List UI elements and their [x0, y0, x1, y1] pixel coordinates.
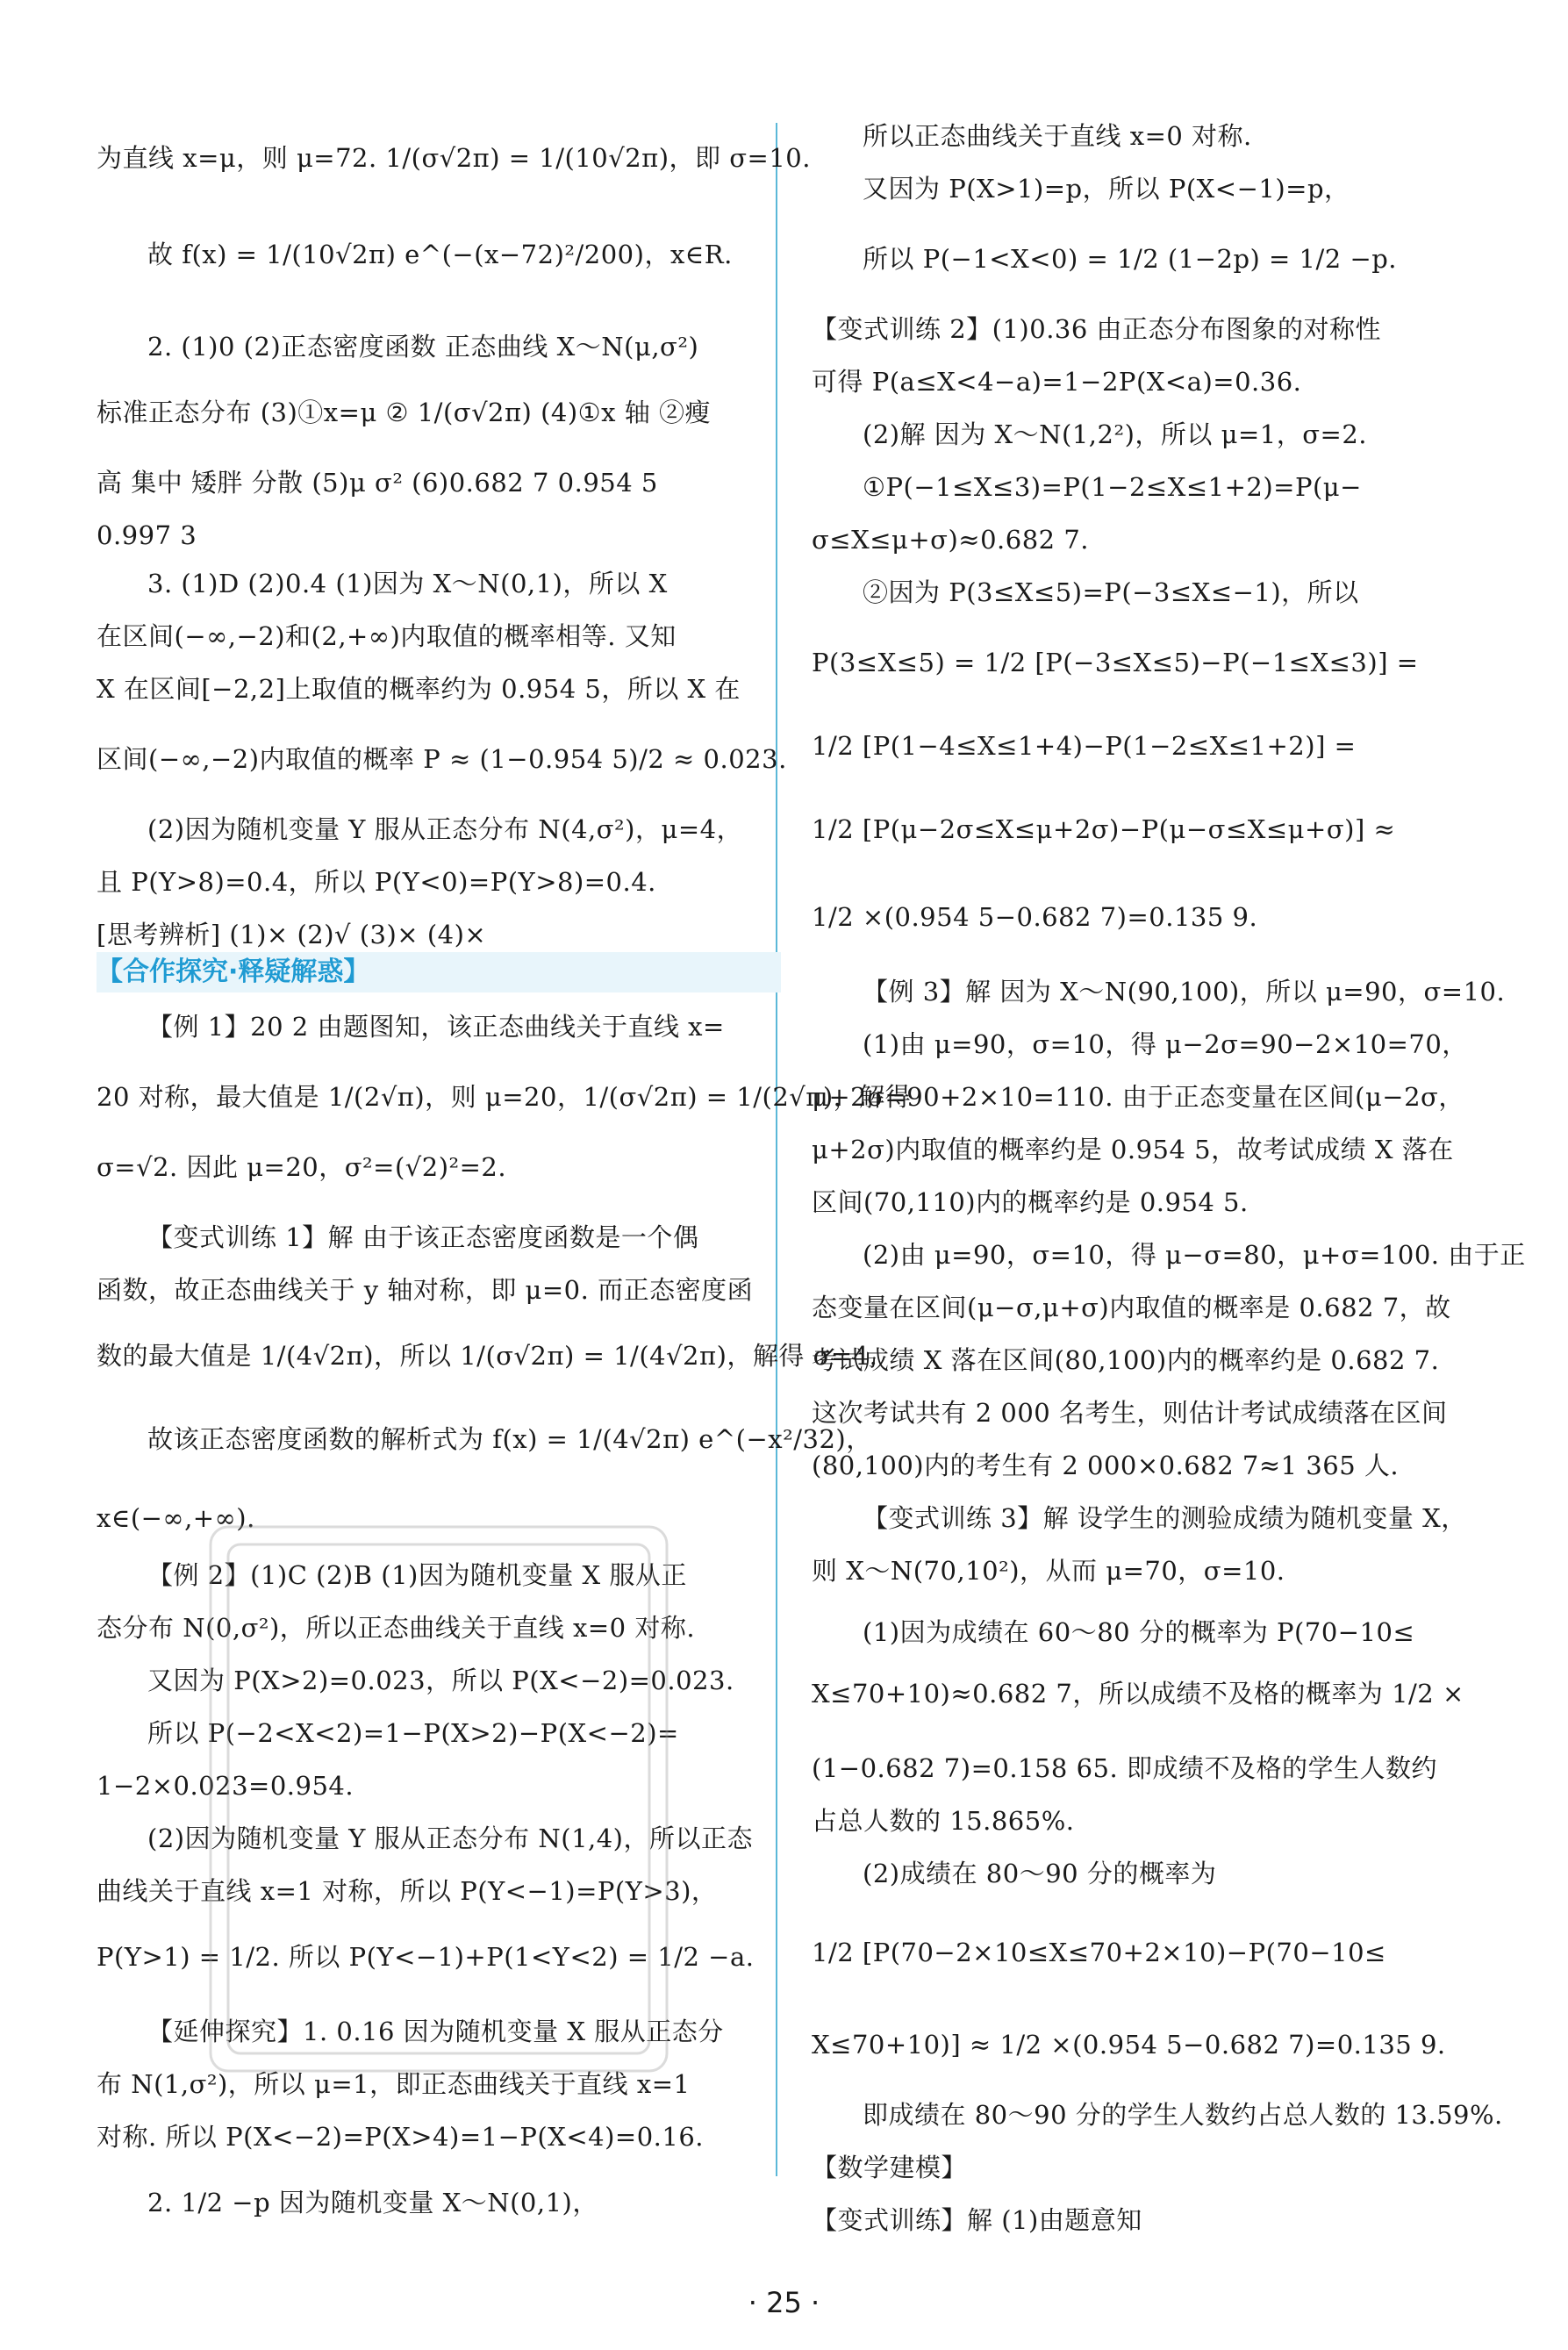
text-line: 标准正态分布 (3)①x=μ ② 1/(σ√2π) (4)①x 轴 ②瘦: [97, 398, 711, 427]
text-line: 1/2 ×(0.954 5−0.682 7)=0.135 9.: [812, 902, 1258, 932]
text-line: 【例 1】20 2 由题图知，该正态曲线关于直线 x=: [147, 1012, 725, 1042]
text-line: P(3≤X≤5) = 1/2 [P(−3≤X≤5)−P(−1≤X≤3)] =: [812, 648, 1419, 677]
text-line: 为直线 x=μ，则 μ=72. 1/(σ√2π) = 1/(10√2π)，即 σ=10.: [97, 143, 811, 173]
text-line: 在区间(−∞,−2)和(2,+∞)内取值的概率相等. 又知: [97, 621, 677, 651]
text-line: 可得 P(a≤X<4−a)=1−2P(X<a)=0.36.: [812, 367, 1302, 397]
text-line: 【变式训练 1】解 由于该正态密度函数是一个偶: [147, 1222, 699, 1252]
page-number: · 25 ·: [748, 2286, 820, 2319]
text-line: 考试成绩 X 落在区间(80,100)内的概率约是 0.682 7.: [812, 1345, 1440, 1375]
text-line: 即成绩在 80～90 分的学生人数约占总人数的 13.59%.: [863, 2100, 1503, 2130]
text-line: (2)因为随机变量 Y 服从正态分布 N(1,4)，所以正态: [147, 1823, 754, 1853]
text-line: 又因为 P(X>2)=0.023，所以 P(X<−2)=0.023.: [147, 1666, 734, 1695]
text-line: 区间(−∞,−2)内取值的概率 P ≈ (1−0.954 5)/2 ≈ 0.023.: [97, 744, 787, 774]
text-line: 又因为 P(X>1)=p，所以 P(X<−1)=p，: [863, 174, 1350, 204]
text-line: [思考辨析] (1)× (2)√ (3)× (4)×: [97, 920, 487, 949]
text-line: μ+2σ=90+2×10=110. 由于正态变量在区间(μ−2σ，: [812, 1082, 1464, 1112]
text-line: σ=√2. 因此 μ=20，σ²=(√2)²=2.: [97, 1152, 507, 1182]
text-line: 数的最大值是 1/(4√2π)，所以 1/(σ√2π) = 1/(4√2π)，解得 σ=4.: [97, 1341, 878, 1371]
text-line: 故该正态密度函数的解析式为 f(x) = 1/(4√2π) e^(−x²/32)，: [147, 1424, 872, 1454]
text-line: (2)解 因为 X～N(1,2²)，所以 μ=1，σ=2.: [863, 419, 1367, 449]
text-line: (1)由 μ=90，σ=10，得 μ−2σ=90−2×10=70，: [863, 1029, 1468, 1059]
text-line: 对称. 所以 P(X<−2)=P(X>4)=1−P(X<4)=0.16.: [97, 2122, 704, 2152]
text-line: 2. (1)0 (2)正态密度函数 正态曲线 X～N(μ,σ²): [147, 332, 699, 362]
text-line: σ≤X≤μ+σ)≈0.682 7.: [812, 525, 1090, 555]
text-line: 故 f(x) = 1/(10√2π) e^(−(x−72)²/200)，x∈R.: [147, 240, 733, 269]
text-line: (2)成绩在 80～90 分的概率为: [863, 1859, 1217, 1888]
text-line: (1−0.682 7)=0.158 65. 即成绩不及格的学生人数约: [812, 1753, 1437, 1783]
text-line: (1)因为成绩在 60～80 分的概率为 P(70−10≤: [863, 1617, 1415, 1647]
text-line: (2)因为随机变量 Y 服从正态分布 N(4,σ²)，μ=4，: [147, 814, 743, 844]
text-line: (2)由 μ=90，σ=10，得 μ−σ=80，μ+σ=100. 由于正: [863, 1240, 1526, 1270]
text-line: 所以 P(−2<X<2)=1−P(X>2)−P(X<−2)=: [147, 1718, 679, 1748]
text-line: 态变量在区间(μ−σ,μ+σ)内取值的概率是 0.682 7，故: [812, 1293, 1451, 1322]
text-line: 【变式训练 3】解 设学生的测验成绩为随机变量 X，: [863, 1503, 1467, 1533]
text-line: 1/2 [P(1−4≤X≤1+4)−P(1−2≤X≤1+2)] =: [812, 731, 1357, 761]
text-line: 布 N(1,σ²)，所以 μ=1，即正态曲线关于直线 x=1: [97, 2069, 691, 2099]
text-line: 高 集中 矮胖 分散 (5)μ σ² (6)0.682 7 0.954 5: [97, 468, 658, 498]
text-line: 态分布 N(0,σ²)，所以正态曲线关于直线 x=0 对称.: [97, 1613, 696, 1643]
text-line: 【延伸探究】1. 0.16 因为随机变量 X 服从正态分: [147, 2017, 724, 2046]
text-line: ①P(−1≤X≤3)=P(1−2≤X≤1+2)=P(μ−: [863, 472, 1362, 502]
text-line: 则 X～N(70,10²)，从而 μ=70，σ=10.: [812, 1556, 1285, 1586]
text-line: 区间(70,110)内的概率约是 0.954 5.: [812, 1187, 1249, 1217]
section-heading: 【合作探究·释疑解惑】: [97, 952, 781, 992]
text-line: x∈(−∞,+∞).: [97, 1503, 255, 1533]
text-line: 【变式训练】解 (1)由题意知: [812, 2205, 1142, 2235]
text-line: 函数，故正态曲线关于 y 轴对称，即 μ=0. 而正态密度函: [97, 1275, 754, 1305]
text-line: 3. (1)D (2)0.4 (1)因为 X～N(0,1)，所以 X: [147, 569, 668, 598]
text-line: 【例 3】解 因为 X～N(90,100)，所以 μ=90，σ=10.: [863, 977, 1506, 1007]
text-line: 且 P(Y>8)=0.4，所以 P(Y<0)=P(Y>8)=0.4.: [97, 867, 656, 897]
text-line: X≤70+10)] ≈ 1/2 ×(0.954 5−0.682 7)=0.135 9.: [812, 2030, 1446, 2060]
text-line: ②因为 P(3≤X≤5)=P(−3≤X≤−1)，所以: [863, 577, 1359, 607]
text-line: μ+2σ)内取值的概率约是 0.954 5，故考试成绩 X 落在: [812, 1135, 1454, 1164]
text-line: X≤70+10)≈0.682 7，所以成绩不及格的概率为 1/2 ×: [812, 1679, 1464, 1709]
text-line: 占总人数的 15.865%.: [812, 1806, 1075, 1836]
text-line: 【数学建模】: [812, 2153, 968, 2182]
text-line: P(Y>1) = 1/2. 所以 P(Y<−1)+P(1<Y<2) = 1/2 −a.: [97, 1942, 755, 1972]
text-line: 这次考试共有 2 000 名考生，则估计考试成绩落在区间: [812, 1398, 1448, 1428]
text-line: 【例 2】(1)C (2)B (1)因为随机变量 X 服从正: [147, 1560, 687, 1590]
text-line: 【变式训练 2】(1)0.36 由正态分布图象的对称性: [812, 314, 1382, 344]
text-line: 所以正态曲线关于直线 x=0 对称.: [863, 121, 1252, 151]
text-line: 1/2 [P(μ−2σ≤X≤μ+2σ)−P(μ−σ≤X≤μ+σ)] ≈: [812, 814, 1396, 844]
text-line: 1/2 [P(70−2×10≤X≤70+2×10)−P(70−10≤: [812, 1938, 1386, 1967]
text-line: 20 对称，最大值是 1/(2√π)，则 μ=20，1/(σ√2π) = 1/(2√π)，解得: [97, 1082, 912, 1112]
text-line: X 在区间[−2,2]上取值的概率约为 0.954 5，所以 X 在: [97, 674, 741, 704]
text-line: (80,100)内的考生有 2 000×0.682 7≈1 365 人.: [812, 1451, 1400, 1480]
text-line: 1−2×0.023=0.954.: [97, 1771, 354, 1801]
text-line: 0.997 3: [97, 520, 197, 550]
text-line: 曲线关于直线 x=1 对称，所以 P(Y<−1)=P(Y>3)，: [97, 1876, 718, 1906]
text-line: 2. 1/2 −p 因为随机变量 X～N(0,1)，: [147, 2188, 598, 2217]
text-line: 所以 P(−1<X<0) = 1/2 (1−2p) = 1/2 −p.: [863, 244, 1398, 274]
